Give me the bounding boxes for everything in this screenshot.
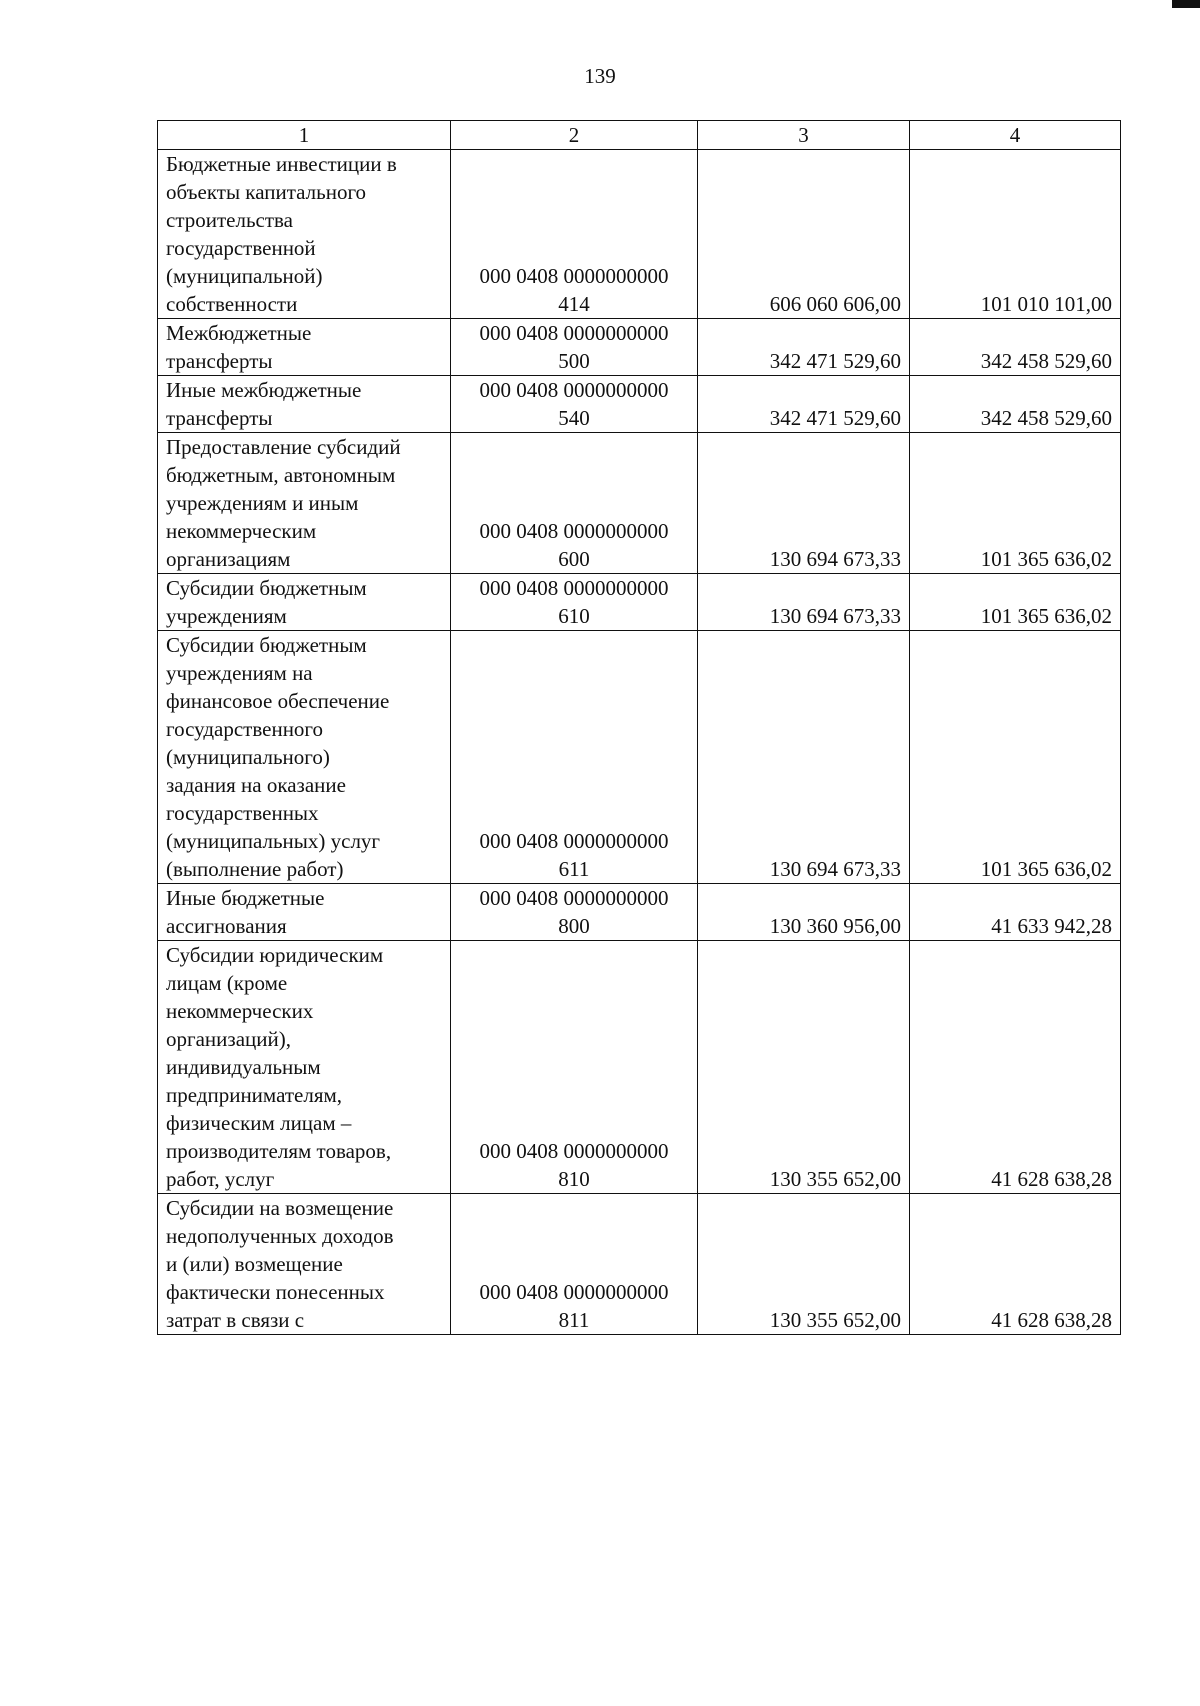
row-name-line: организациям bbox=[166, 547, 291, 571]
row-name-line: (муниципального) bbox=[166, 745, 330, 769]
row-amount1: 130 355 652,00 bbox=[698, 941, 910, 1194]
column-header-2: 2 bbox=[451, 121, 698, 150]
row-name-line: государственных bbox=[166, 801, 319, 825]
row-amount1: 130 360 956,00 bbox=[698, 884, 910, 941]
row-name-line: учреждениям bbox=[166, 604, 287, 628]
row-code-line: 000 0408 0000000000 bbox=[479, 886, 669, 910]
table-row bbox=[158, 574, 1121, 631]
row-name-line: физическим лицам – bbox=[166, 1111, 352, 1135]
row-code-line: 000 0408 0000000000 bbox=[479, 1139, 669, 1163]
row-name-line: (муниципальной) bbox=[166, 264, 323, 288]
row-name-line: затрат в связи с bbox=[166, 1308, 305, 1332]
table-row bbox=[158, 631, 1121, 884]
row-code-line: 600 bbox=[558, 547, 590, 571]
row-code-line: 611 bbox=[558, 857, 590, 881]
row-code-cell bbox=[451, 319, 698, 376]
row-code-line: 811 bbox=[558, 1308, 590, 1332]
row-name-cell bbox=[158, 319, 451, 376]
row-code-line: 000 0408 0000000000 bbox=[479, 519, 669, 543]
table-row bbox=[158, 1194, 1121, 1335]
row-code-line: 540 bbox=[558, 406, 590, 430]
row-name-line: и (или) возмещение bbox=[166, 1252, 343, 1276]
row-code-line: 000 0408 0000000000 bbox=[479, 829, 669, 853]
column-header-1: 1 bbox=[158, 121, 451, 150]
row-amount1: 130 355 652,00 bbox=[698, 1194, 910, 1335]
row-name-line: трансферты bbox=[166, 406, 273, 430]
row-amount2: 101 365 636,02 bbox=[910, 631, 1121, 884]
row-code-line: 414 bbox=[558, 292, 590, 316]
row-code-cell bbox=[451, 433, 698, 574]
row-code-line: 810 bbox=[558, 1167, 590, 1191]
table-body bbox=[158, 150, 1121, 1335]
table-row bbox=[158, 433, 1121, 574]
row-name-line: строительства bbox=[166, 208, 294, 232]
row-code-line: 000 0408 0000000000 bbox=[479, 321, 669, 345]
table-row bbox=[158, 884, 1121, 941]
row-name-line: трансферты bbox=[166, 349, 273, 373]
row-code-cell bbox=[451, 1194, 698, 1335]
row-name-cell bbox=[158, 884, 451, 941]
row-name-line: индивидуальным bbox=[166, 1055, 321, 1079]
row-name-line: объекты капитального bbox=[166, 180, 367, 204]
row-name-line: Иные межбюджетные bbox=[166, 378, 362, 402]
row-code-line: 000 0408 0000000000 bbox=[479, 264, 669, 288]
row-name-line: Субсидии юридическим bbox=[166, 943, 384, 967]
table-row bbox=[158, 319, 1121, 376]
row-name-line: Субсидии на возмещение bbox=[166, 1196, 394, 1220]
table-row bbox=[158, 150, 1121, 319]
row-name-line: Субсидии бюджетным bbox=[166, 633, 367, 657]
row-amount2: 41 633 942,28 bbox=[910, 884, 1121, 941]
row-name-cell bbox=[158, 574, 451, 631]
row-name-cell bbox=[158, 631, 451, 884]
row-name-line: организаций), bbox=[166, 1027, 291, 1051]
row-amount2: 101 365 636,02 bbox=[910, 433, 1121, 574]
row-name-line: Предоставление субсидий bbox=[166, 435, 401, 459]
row-name-line: лицам (кроме bbox=[166, 971, 288, 995]
row-name-line: государственной bbox=[166, 236, 316, 260]
row-name-cell bbox=[158, 1194, 451, 1335]
row-name-line: бюджетным, автономным bbox=[166, 463, 396, 487]
row-name-cell bbox=[158, 150, 451, 319]
row-amount2: 41 628 638,28 bbox=[910, 941, 1121, 1194]
row-amount1: 606 060 606,00 bbox=[698, 150, 910, 319]
row-name-line: (выполнение работ) bbox=[166, 857, 344, 881]
column-header-3: 3 bbox=[698, 121, 910, 150]
row-amount2: 101 365 636,02 bbox=[910, 574, 1121, 631]
row-name-line: предпринимателям, bbox=[166, 1083, 343, 1107]
row-name-line: некоммерческим bbox=[166, 519, 317, 543]
row-name-line: собственности bbox=[166, 292, 298, 316]
row-amount2: 342 458 529,60 bbox=[910, 376, 1121, 433]
scan-corner-mark bbox=[1172, 0, 1200, 8]
row-code-cell bbox=[451, 376, 698, 433]
row-code-line: 500 bbox=[558, 349, 590, 373]
row-name-line: некоммерческих bbox=[166, 999, 314, 1023]
row-code-line: 000 0408 0000000000 bbox=[479, 1280, 669, 1304]
row-name-line: ассигнования bbox=[166, 914, 287, 938]
row-amount1: 342 471 529,60 bbox=[698, 376, 910, 433]
row-name-line: работ, услуг bbox=[166, 1167, 275, 1191]
table-row bbox=[158, 376, 1121, 433]
row-code-line: 000 0408 0000000000 bbox=[479, 378, 669, 402]
row-name-line: производителям товаров, bbox=[166, 1139, 392, 1163]
row-amount1: 130 694 673,33 bbox=[698, 574, 910, 631]
row-name-line: финансовое обеспечение bbox=[166, 689, 390, 713]
row-name-line: учреждениям на bbox=[166, 661, 313, 685]
row-name-line: Субсидии бюджетным bbox=[166, 576, 367, 600]
row-name-line: недополученных доходов bbox=[166, 1224, 394, 1248]
row-code-cell bbox=[451, 150, 698, 319]
row-name-line: Иные бюджетные bbox=[166, 886, 325, 910]
row-code-cell bbox=[451, 884, 698, 941]
row-amount1: 130 694 673,33 bbox=[698, 433, 910, 574]
row-code-cell bbox=[451, 631, 698, 884]
row-code-line: 000 0408 0000000000 bbox=[479, 576, 669, 600]
row-code-line: 610 bbox=[558, 604, 590, 628]
row-name-line: учреждениям и иным bbox=[166, 491, 359, 515]
budget-table bbox=[157, 120, 1121, 1335]
row-amount2: 41 628 638,28 bbox=[910, 1194, 1121, 1335]
row-name-line: государственного bbox=[166, 717, 324, 741]
column-header-4: 4 bbox=[910, 121, 1121, 150]
table-header-row bbox=[158, 121, 1121, 150]
row-code-line: 800 bbox=[558, 914, 590, 938]
row-name-line: Межбюджетные bbox=[166, 321, 312, 345]
table-row bbox=[158, 941, 1121, 1194]
row-name-line: Бюджетные инвестиции в bbox=[166, 152, 397, 176]
row-name-line: задания на оказание bbox=[166, 773, 346, 797]
row-amount2: 101 010 101,00 bbox=[910, 150, 1121, 319]
row-amount1: 342 471 529,60 bbox=[698, 319, 910, 376]
page-number: 139 bbox=[584, 64, 616, 88]
row-name-line: фактически понесенных bbox=[166, 1280, 385, 1304]
row-amount2: 342 458 529,60 bbox=[910, 319, 1121, 376]
row-name-cell bbox=[158, 376, 451, 433]
row-name-line: (муниципальных) услуг bbox=[166, 829, 381, 853]
row-code-cell bbox=[451, 941, 698, 1194]
row-name-cell bbox=[158, 433, 451, 574]
row-name-cell bbox=[158, 941, 451, 1194]
row-code-cell bbox=[451, 574, 698, 631]
row-amount1: 130 694 673,33 bbox=[698, 631, 910, 884]
